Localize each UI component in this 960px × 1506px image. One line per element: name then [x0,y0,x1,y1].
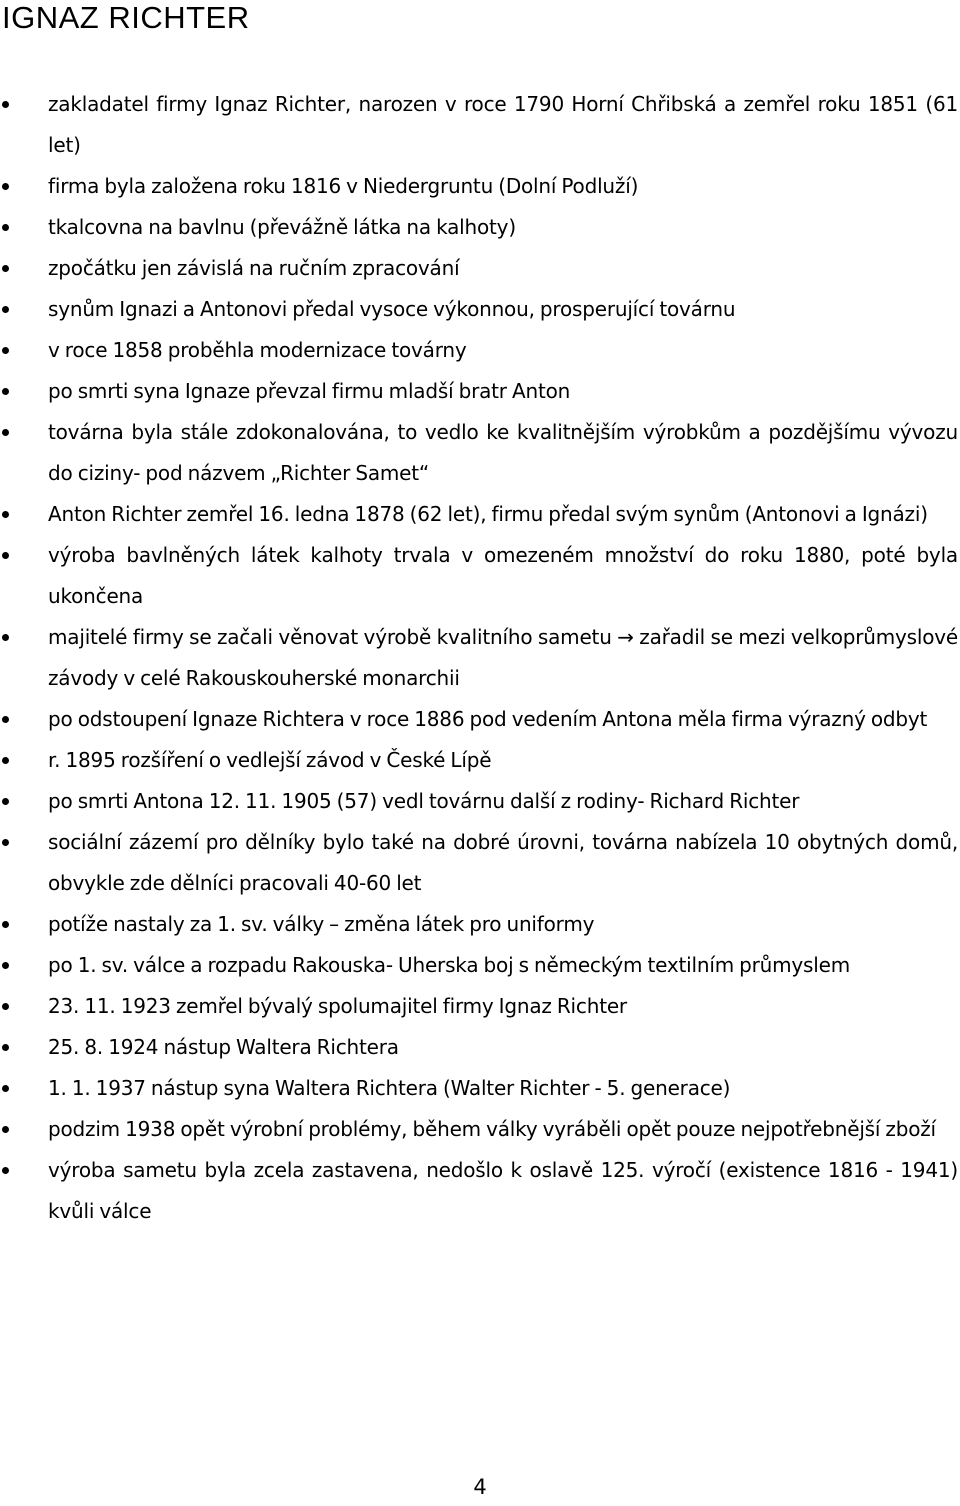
document-title: IGNAZ RICHTER [2,0,250,35]
bullet-item-21 [0,1109,960,1150]
bullet-icon [2,839,9,846]
bullet-item-22 [0,1150,960,1232]
bullet-icon [2,1126,9,1133]
bullet-text: synům Ignazi a Antonovi předal vysoce výkonnou, prosperující továrnu [48,297,736,321]
bullet-item-9 [0,494,960,535]
bullet-text: 1. 1. 1937 nástup syna Waltera Richtera (Walter Richter - 5. generace) [48,1076,731,1100]
bullet-text: r. 1895 rozšíření o vedlejší závod v České Lípě [48,748,492,772]
bullet-text: výroba bavlněných látek kalhoty trvala v omezeném množství do roku 1880, poté byla ukončena [48,543,958,608]
bullet-icon [2,1085,9,1092]
bullet-text: po smrti syna Ignaze převzal firmu mladší bratr Anton [48,379,571,403]
bullet-item-5 [0,289,960,330]
bullet-item-4 [0,248,960,289]
bullet-icon [2,101,9,108]
bullet-text: majitelé firmy se začali věnovat výrobě kvalitního sametu → zařadil se mezi velkoprůmyslové závody v celé Rakouskouherské monarchii [48,625,958,690]
bullet-icon [2,757,9,764]
bullet-text: továrna byla stále zdokonalována, to vedlo ke kvalitnějším výrobkům a pozdějšímu vývozu do ciziny- pod názvem „Richter Samet“ [48,420,958,485]
bullet-icon [2,716,9,723]
bullet-item-16 [0,904,960,945]
bullet-text: 23. 11. 1923 zemřel bývalý spolumajitel firmy Ignaz Richter [48,994,627,1018]
bullet-icon [2,347,9,354]
bullet-text: firma byla založena roku 1816 v Niedergruntu (Dolní Podluží) [48,174,639,198]
bullet-text: tkalcovna na bavlnu (převážně látka na kalhoty) [48,215,516,239]
bullet-list [0,84,960,1232]
bullet-text: potíže nastaly za 1. sv. války – změna látek pro uniformy [48,912,595,936]
bullet-text: sociální zázemí pro dělníky bylo také na dobré úrovni, továrna nabízela 10 obytných domů, obvykle zde dělníci pracovali 40-60 let [48,830,958,895]
bullet-item-13 [0,740,960,781]
bullet-item-1 [0,84,960,166]
bullet-item-18 [0,986,960,1027]
bullet-item-8 [0,412,960,494]
bullet-item-14 [0,781,960,822]
bullet-icon [2,634,9,641]
bullet-text: 25. 8. 1924 nástup Waltera Richtera [48,1035,399,1059]
bullet-text: zakladatel firmy Ignaz Richter, narozen v roce 1790 Horní Chřibská a zemřel roku 1851 (61 let) [48,92,958,157]
bullet-icon [2,183,9,190]
bullet-icon [2,1044,9,1051]
bullet-icon [2,388,9,395]
bullet-text: výroba sametu byla zcela zastavena, nedošlo k oslavě 125. výročí (existence 1816 - 1941) kvůli válce [48,1158,958,1223]
bullet-item-19 [0,1027,960,1068]
bullet-item-11 [0,617,960,699]
bullet-text: po odstoupení Ignaze Richtera v roce 1886 pod vedením Antona měla firma výrazný odbyt [48,707,928,731]
bullet-item-2 [0,166,960,207]
bullet-text: po smrti Antona 12. 11. 1905 (57) vedl továrnu další z rodiny- Richard Richter [48,789,800,813]
bullet-text: po 1. sv. válce a rozpadu Rakouska- Uherska boj s německým textilním průmyslem [48,953,851,977]
bullet-item-6 [0,330,960,371]
bullet-icon [2,962,9,969]
bullet-icon [2,1003,9,1010]
bullet-icon [2,511,9,518]
bullet-icon [2,798,9,805]
bullet-item-12 [0,699,960,740]
bullet-icon [2,1167,9,1174]
bullet-icon [2,224,9,231]
bullet-text: podzim 1938 opět výrobní problémy, během války vyráběli opět pouze nejpotřebnější zboží [48,1117,936,1141]
bullet-text: Anton Richter zemřel 16. ledna 1878 (62 let), firmu předal svým synům (Antonovi a Ignázi) [48,502,928,526]
bullet-item-15 [0,822,960,904]
bullet-icon [2,306,9,313]
bullet-item-3 [0,207,960,248]
bullet-item-20 [0,1068,960,1109]
bullet-icon [2,552,9,559]
bullet-icon [2,921,9,928]
bullet-item-7 [0,371,960,412]
bullet-icon [2,429,9,436]
bullet-icon [2,265,9,272]
bullet-item-17 [0,945,960,986]
bullet-item-10 [0,535,960,617]
bullet-text: v roce 1858 proběhla modernizace továrny [48,338,467,362]
bullet-text: zpočátku jen závislá na ručním zpracování [48,256,460,280]
page-number: 4 [473,1475,487,1499]
